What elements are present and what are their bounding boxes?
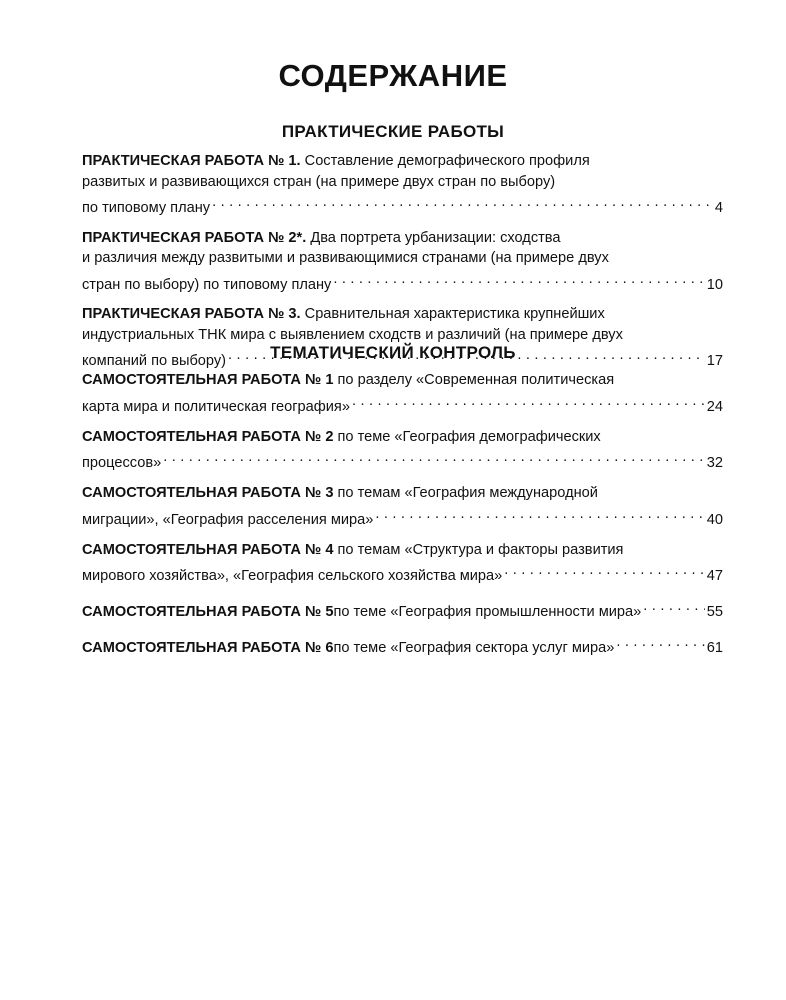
toc-entry-text: Два портрета урбанизации: сходства	[306, 229, 561, 246]
toc-page-number[interactable]: 17	[706, 353, 723, 369]
toc-entry-last-line	[82, 632, 723, 659]
toc-entry-text: миграции», «География расселения мира»	[82, 511, 374, 528]
toc-entry[interactable]	[82, 228, 723, 296]
toc-entry-label: САМОСТОЯТЕЛЬНАЯ РАБОТА № 6	[82, 640, 334, 656]
toc-entry[interactable]	[82, 483, 723, 530]
toc-entry[interactable]	[82, 151, 723, 219]
toc-entry-text: развитых и развивающихся стран (на примере двух стран по выбору)	[82, 173, 556, 190]
toc-page-number[interactable]: 4	[714, 200, 723, 216]
dot-leader	[375, 504, 704, 524]
toc-entry-line	[82, 370, 723, 391]
toc-entry-last-line	[82, 269, 723, 296]
toc-list-thematic-control	[82, 370, 723, 668]
toc-entry-text: по теме «География сектора услуг мира»	[333, 640, 615, 656]
toc-entry-line	[82, 151, 723, 172]
toc-page-number[interactable]: 24	[706, 398, 723, 415]
toc-entry[interactable]	[82, 370, 723, 417]
toc-entry[interactable]	[82, 632, 723, 659]
toc-entry-text: по темам «Структура и факторы развития	[333, 541, 624, 558]
toc-entry-line	[82, 540, 723, 561]
toc-entry-line	[82, 304, 723, 325]
toc-entry-text: Сравнительная характеристика крупнейших	[300, 306, 605, 322]
dot-leader	[212, 192, 713, 212]
dot-leader	[163, 447, 705, 467]
toc-entry-last-line	[82, 560, 723, 587]
toc-page-number[interactable]: 61	[706, 640, 723, 656]
toc-entry-text: карта мира и политическая география»	[82, 398, 350, 415]
toc-entry-label: САМОСТОЯТЕЛЬНАЯ РАБОТА № 5	[82, 604, 334, 620]
toc-entry-last-line	[82, 447, 723, 474]
toc-entry-last-line	[82, 391, 723, 418]
toc-entry-text: по темам «География международной	[333, 485, 598, 501]
toc-entry-line	[82, 483, 723, 504]
toc-entry-last-line	[82, 596, 723, 623]
toc-entry-line	[82, 427, 723, 448]
section-heading-practical-works: ПРАКТИЧЕСКИЕ РАБОТЫ	[281, 122, 505, 141]
toc-entry-label: САМОСТОЯТЕЛЬНАЯ РАБОТА № 2	[82, 428, 334, 445]
toc-entry-text: и различия между развитыми и развивающимися странами (на примере двух	[82, 250, 609, 266]
toc-entry-text: по теме «География демографических	[333, 428, 601, 445]
toc-entry-last-line	[82, 504, 723, 531]
dot-leader	[643, 596, 704, 616]
toc-entry-text: Составление демографического профиля	[300, 153, 590, 169]
toc-entry-text: по разделу «Современная политическая	[333, 372, 615, 388]
dot-leader	[616, 632, 704, 652]
toc-page-number[interactable]: 10	[706, 276, 723, 293]
toc-entry-text: по теме «География промышленности мира»	[333, 604, 642, 620]
toc-entry-label: ПРАКТИЧЕСКАЯ РАБОТА № 1.	[82, 153, 301, 169]
toc-entry-text: процессов»	[82, 455, 162, 471]
toc-page-number[interactable]: 47	[706, 568, 723, 584]
toc-entry-text: по типовому плану	[82, 200, 211, 216]
dot-leader	[504, 560, 704, 580]
toc-entry-label: САМОСТОЯТЕЛЬНАЯ РАБОТА № 1	[82, 372, 334, 388]
toc-entry-label: ПРАКТИЧЕСКАЯ РАБОТА № 3.	[82, 306, 301, 322]
dot-leader	[352, 391, 705, 411]
toc-entry-text: стран по выбору) по типовому плану	[82, 276, 332, 293]
toc-entry-text: компаний по выбору)	[82, 353, 227, 369]
toc-page-number[interactable]: 55	[706, 604, 723, 620]
toc-entry-last-line	[82, 192, 723, 219]
toc-entry-label: ПРАКТИЧЕСКАЯ РАБОТА № 2*.	[82, 229, 307, 246]
toc-entry-label: САМОСТОЯТЕЛЬНАЯ РАБОТА № 4	[82, 541, 334, 558]
toc-entry[interactable]	[82, 540, 723, 587]
toc-entry-label: САМОСТОЯТЕЛЬНАЯ РАБОТА № 3	[82, 485, 334, 501]
toc-page-number[interactable]: 40	[706, 511, 723, 528]
toc-entry[interactable]	[82, 596, 723, 623]
toc-entry-text: мирового хозяйства», «География сельского хозяйства мира»	[82, 568, 503, 584]
section-heading-thematic-control: ТЕМАТИЧЕСКИЙ КОНТРОЛЬ	[270, 343, 516, 362]
toc-entry-line	[82, 228, 723, 249]
page-title: СОДЕРЖАНИЕ	[278, 58, 508, 93]
dot-leader	[333, 269, 704, 289]
toc-entry[interactable]	[82, 427, 723, 474]
toc-entry-text: индустриальных ТНК мира с выявлением сходств и различий (на примере двух	[82, 326, 623, 343]
toc-page-number[interactable]: 32	[706, 455, 723, 471]
